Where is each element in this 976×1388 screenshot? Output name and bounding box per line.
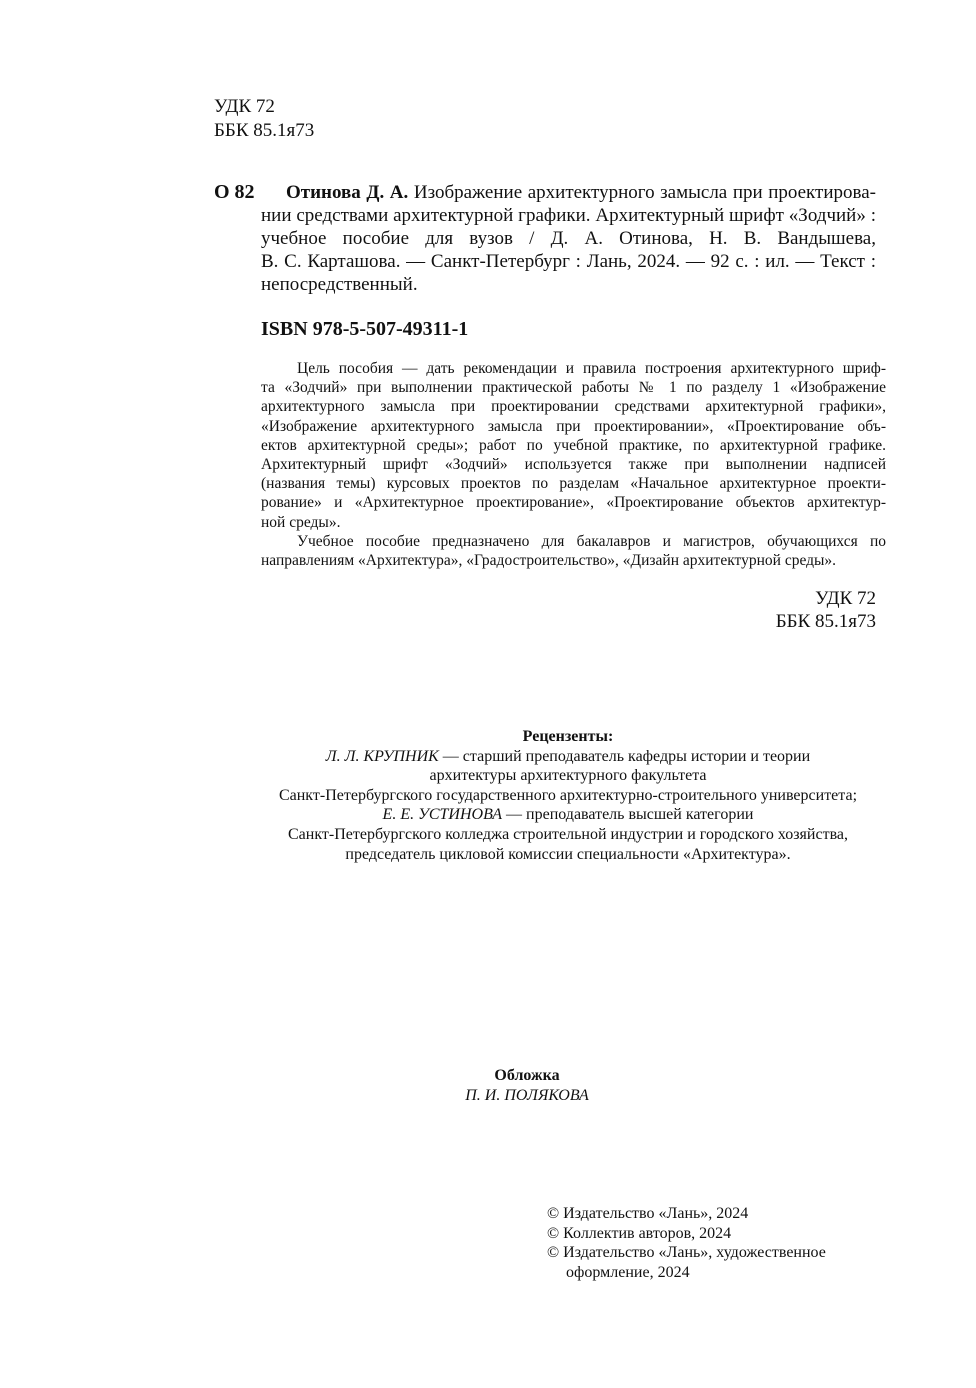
isbn: ISBN 978-5-507-49311-1 <box>261 318 469 340</box>
copyright-line: оформление, 2024 <box>566 1263 690 1281</box>
cover-credit <box>400 1066 654 1105</box>
abstract-line: ектов архитектурной среды»; работ по учебной практике, по архитектурной графике. <box>261 436 886 454</box>
udk-bbk-top <box>214 95 314 143</box>
cover-designer: П. И. ПОЛЯКОВА <box>465 1086 589 1104</box>
bbk-code: ББК 85.1я73 <box>775 611 876 632</box>
biblio-line-1: Отинова Д. А. Изображение архитектурного замысла при проектирова- <box>286 182 876 203</box>
author-mark: О 82 <box>214 181 255 203</box>
udk-code: УДК 72 <box>815 588 876 609</box>
abstract-line: (названия темы) курсовых проектов по разделам «Начальное архитектурное проекти- <box>261 475 886 493</box>
abstract-line: «Изображение архитектурного замысла при проектировании», «Проектирование объ- <box>261 417 886 435</box>
abstract-line: архитектурного замысла при проектировании средствами архитектурной графики», <box>261 398 886 416</box>
biblio-line-3: учебное пособие для вузов / Д. А. Отинова, Н. В. Вандышева, <box>261 228 876 249</box>
bbk-code: ББК 85.1я73 <box>214 120 315 141</box>
copyright-line: © Издательство «Лань», 2024 <box>547 1205 749 1222</box>
udk-bbk-bottom <box>700 587 876 633</box>
reviewer-2-name: Е. Е. УСТИНОВА <box>382 806 503 824</box>
abstract-line: направлениям «Архитектура», «Градостроительство», «Дизайн архитектурной среды». <box>261 552 837 570</box>
reviewer-1-university: Санкт-Петербургского государственного архитектурно-строительного университета; <box>278 786 858 804</box>
reviewer-1-line: Л. Л. КРУПНИК — старший преподаватель кафедры истории и теории <box>325 747 811 765</box>
copyright-block <box>547 1204 887 1282</box>
reviewer-2-line: Е. Е. УСТИНОВА — преподаватель высшей категории <box>382 806 754 824</box>
biblio-line-4: В. С. Карташова. — Санкт-Петербург : Лань, 2024. — 92 с. : ил. — Текст : <box>261 251 876 272</box>
reviewer-2-affiliation: Санкт-Петербургского колледжа строительной индустрии и городского хозяйства, <box>287 825 849 843</box>
author-name: Отинова Д. А. <box>286 182 409 203</box>
cover-title: Обложка <box>494 1067 560 1084</box>
abstract-line: та «Зодчий» при выполнении практической работы № 1 по разделу 1 «Изображение <box>261 379 886 397</box>
biblio-line-5: непосредственный. <box>261 274 418 295</box>
abstract-line: ной среды». <box>261 513 341 531</box>
bibliographic-record <box>214 181 876 296</box>
reviewers-title: Рецензенты: <box>522 728 614 745</box>
abstract-line: Учебное пособие предназначено для бакалавров и магистров, обучающихся по <box>297 532 886 550</box>
abstract-line: Цель пособия — дать рекомендации и правила построения архитектурного шриф- <box>297 360 886 377</box>
copyright-line: © Коллектив авторов, 2024 <box>547 1224 732 1242</box>
udk-code: УДК 72 <box>214 96 275 117</box>
copyright-line: © Издательство «Лань», художественное <box>547 1244 826 1262</box>
reviewer-2-position: председатель цикловой комиссии специальности «Архитектура». <box>345 845 791 863</box>
reviewer-1-name: Л. Л. КРУПНИК <box>325 747 439 765</box>
abstract-line: Архитектурный шрифт «Зодчий» используется также при выполнении надписей <box>261 456 886 474</box>
reviewers-block <box>220 727 916 864</box>
abstract <box>261 359 886 570</box>
reviewer-1-affiliation: архитектуры архитектурного факультета <box>429 767 707 785</box>
biblio-line-2: нии средствами архитектурной графики. Архитектурный шрифт «Зодчий» : <box>261 205 876 226</box>
abstract-line: рование» и «Архитектурное проектирование», «Проектирование объектов архитектур- <box>261 494 886 512</box>
